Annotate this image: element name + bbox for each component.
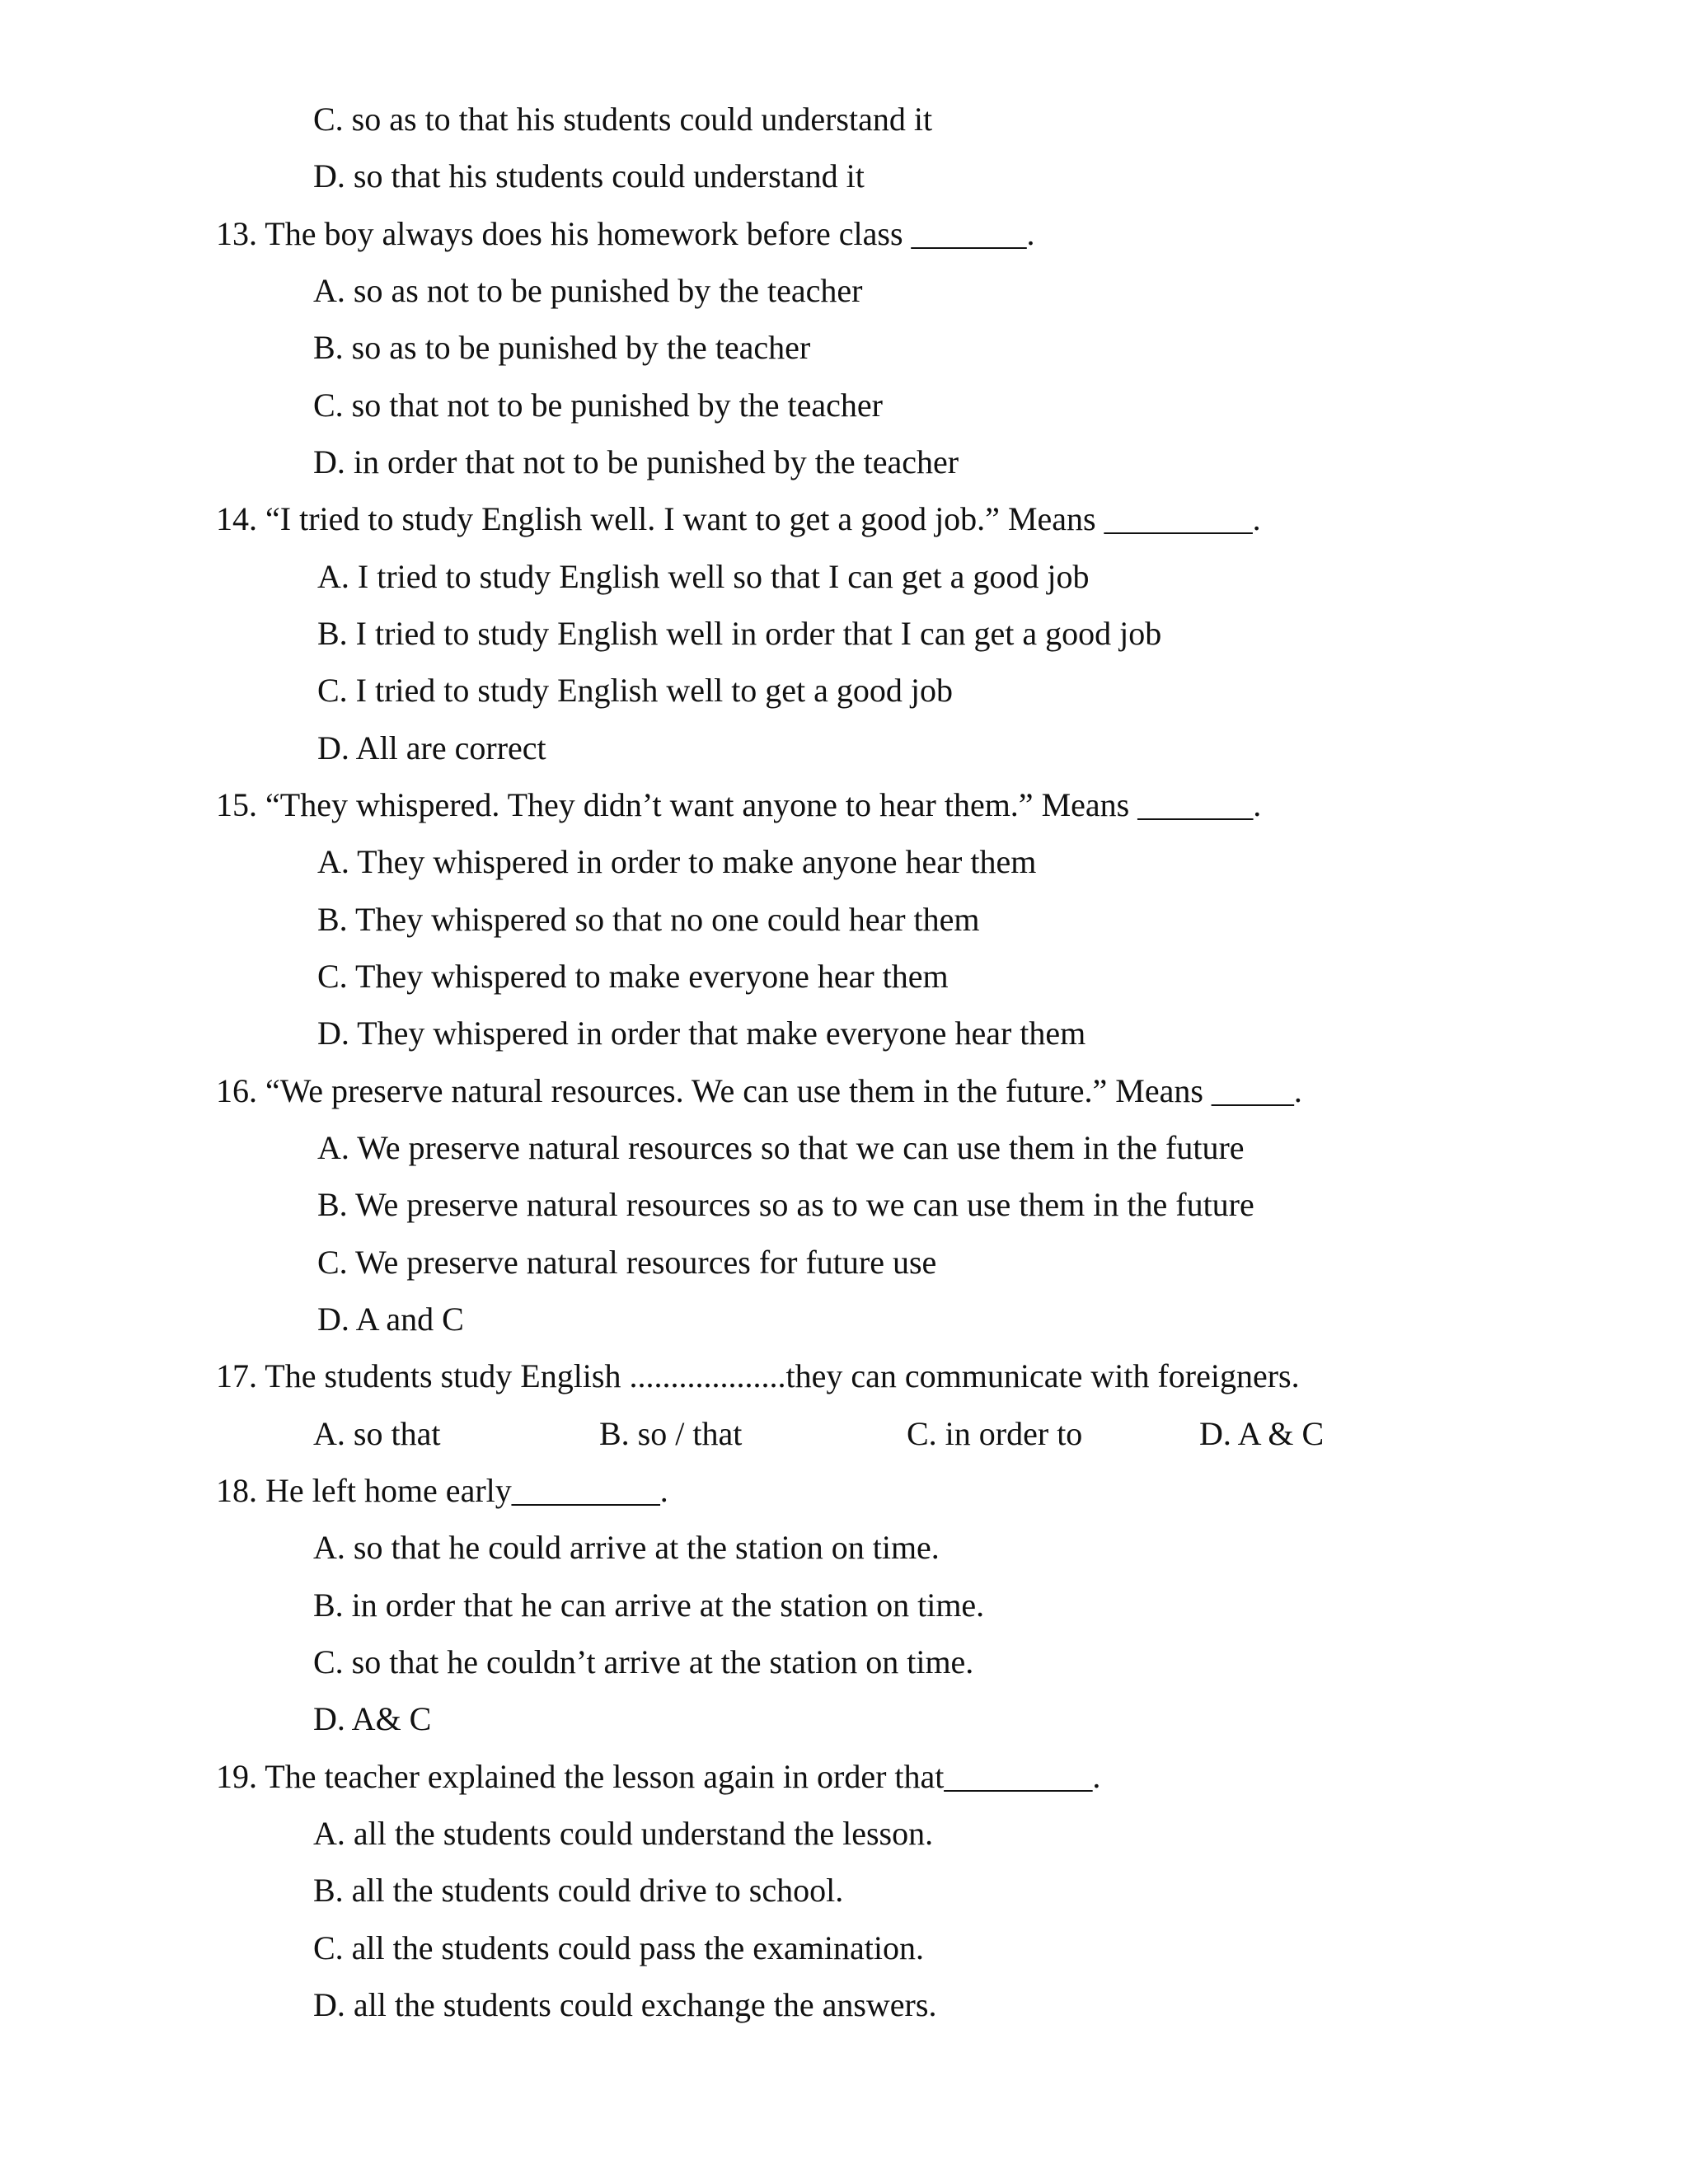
q14-option-d: D. All are correct — [317, 729, 546, 766]
q16-option-d: D. A and C — [317, 1301, 464, 1338]
q17-option-c: C. in order to — [907, 1415, 1083, 1452]
q17-option-b: B. so / that — [599, 1415, 743, 1452]
q16-option-a: A. We preserve natural resources so that we can use them in the future — [317, 1129, 1245, 1166]
q15-option-b: B. They whispered so that no one could hear them — [317, 901, 980, 938]
q13-option-b: B. so as to be punished by the teacher — [313, 329, 811, 366]
q18-stem: 18. He left home early_________. — [216, 1472, 668, 1509]
q19-option-d: D. all the students could exchange the answers. — [313, 1986, 937, 2023]
q19-option-c: C. all the students could pass the examination. — [313, 1929, 924, 1966]
q19-option-b: B. all the students could drive to school. — [313, 1872, 844, 1909]
q16-option-b: B. We preserve natural resources so as to we can use them in the future — [317, 1186, 1254, 1223]
q19-stem: 19. The teacher explained the lesson again in order that_________. — [216, 1758, 1101, 1795]
q13-option-d: D. in order that not to be punished by the teacher — [313, 443, 959, 480]
q17-option-a: A. so that — [313, 1415, 441, 1452]
q15-option-a: A. They whispered in order to make anyone hear them — [317, 843, 1037, 880]
q16-stem: 16. “We preserve natural resources. We can use them in the future.” Means _____. — [216, 1072, 1302, 1109]
q18-option-d: D. A& C — [313, 1700, 432, 1737]
q15-option-d: D. They whispered in order that make everyone hear them — [317, 1015, 1086, 1052]
q17-stem: 17. The students study English ...................they can communicate with foreigners. — [216, 1357, 1300, 1394]
q12-option-d: D. so that his students could understand it — [313, 157, 865, 194]
q19-option-a: A. all the students could understand the lesson. — [313, 1815, 934, 1852]
q13-stem: 13. The boy always does his homework before class _______. — [216, 215, 1035, 252]
q13-option-c: C. so that not to be punished by the teacher — [313, 387, 883, 424]
q14-stem: 14. “I tried to study English well. I want to get a good job.” Means _________. — [216, 500, 1261, 537]
q14-option-c: C. I tried to study English well to get a good job — [317, 672, 954, 709]
q18-option-a: A. so that he could arrive at the station on time. — [313, 1529, 940, 1566]
q16-option-c: C. We preserve natural resources for future use — [317, 1244, 937, 1281]
q14-option-a: A. I tried to study English well so that I can get a good job — [317, 558, 1090, 595]
q18-option-c: C. so that he couldn’t arrive at the station on time. — [313, 1643, 974, 1680]
q15-stem: 15. “They whispered. They didn’t want anyone to hear them.” Means _______. — [216, 786, 1262, 823]
q13-option-a: A. so as not to be punished by the teacher — [313, 272, 863, 309]
q12-option-c: C. so as to that his students could understand it — [313, 101, 933, 138]
q17-option-d: D. A & C — [1199, 1415, 1325, 1452]
q15-option-c: C. They whispered to make everyone hear them — [317, 958, 949, 995]
q14-option-b: B. I tried to study English well in order that I can get a good job — [317, 615, 1162, 652]
q18-option-b: B. in order that he can arrive at the station on time. — [313, 1586, 985, 1624]
